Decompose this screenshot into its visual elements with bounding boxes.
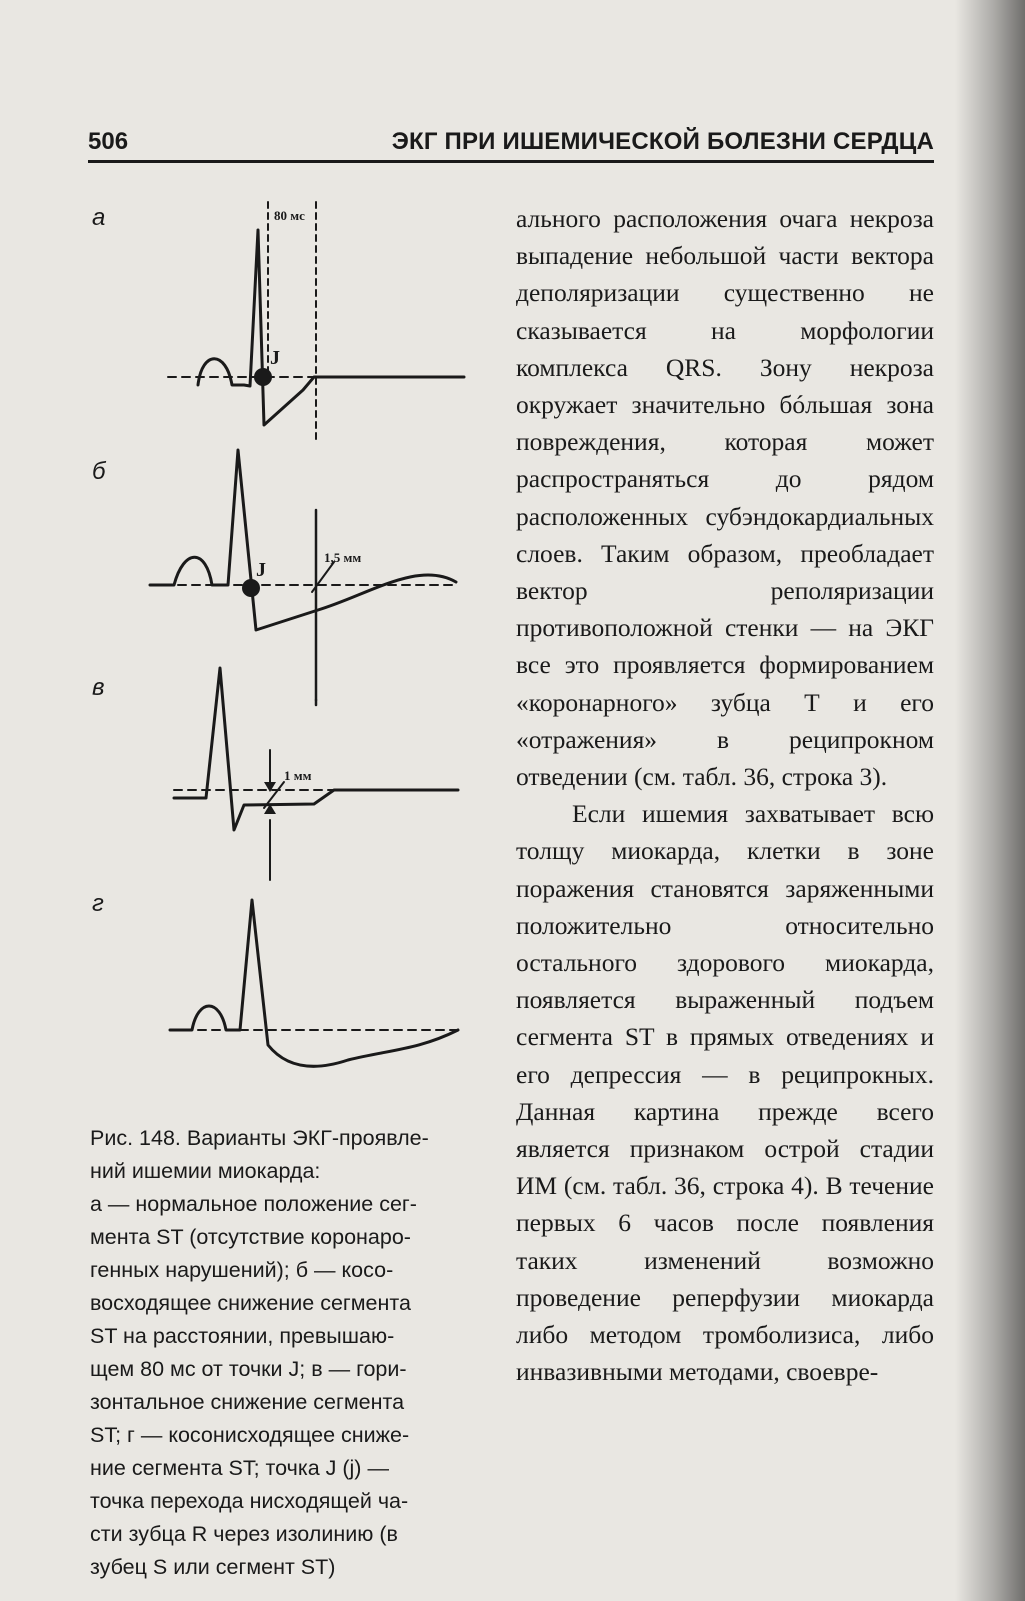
j-point-marker-b <box>242 579 260 597</box>
caption-line: ний ишемии миокарда: <box>90 1159 321 1183</box>
label-j-b: J <box>256 559 266 581</box>
panel-letter-v: в <box>92 674 105 701</box>
caption-line: сти зубца R через изолинию (в <box>90 1522 398 1546</box>
caption-line: зубец S или сегмент ST) <box>90 1555 336 1579</box>
caption-line: ние сегмента ST; точка J (j) — <box>90 1456 389 1480</box>
running-title: ЭКГ ПРИ ИШЕМИЧЕСКОЙ БОЛЕЗНИ СЕРДЦА <box>391 128 934 155</box>
panel-letter-a: а <box>92 204 106 231</box>
caption-line: мента ST (отсутствие коронаро- <box>90 1225 411 1249</box>
panel-b-trace <box>150 450 456 705</box>
caption-line: восходящее снижение сегмента <box>90 1291 411 1315</box>
caption-line: ST на расстоянии, превышаю- <box>90 1324 395 1348</box>
caption-line: Рис. 148. Варианты ЭКГ-проявле- <box>90 1126 429 1150</box>
j-point-marker-a <box>254 368 272 386</box>
caption-line: щем 80 мс от точки J; в — гори- <box>90 1357 407 1381</box>
body-paragraph-1: ального расположения очага некроза выпадение небольшой части вектора деполяризации существенно не сказывается на морфологии комплекса QRS. Зону некроза окружает значительно бóльшая зона повреждения, которая может распространяться до рядом расположенных субэндокардиальных слоев. Таким образом, преобладает вектор реполяризации противоположной стенки — на ЭКГ все это проявляется формированием «коронарного» зубца Т и его «отражения» в реципрокном отведении (см. табл. 36, строка 3). <box>516 204 934 792</box>
label-1-5mm: 1,5 мм <box>324 550 362 565</box>
panel-a-trace <box>168 202 464 440</box>
caption-line: зонтальное снижение сегмента <box>90 1390 405 1414</box>
ecg-figure <box>88 190 508 1110</box>
caption-line: а — нормальное положение сег- <box>90 1192 417 1216</box>
page-edge-shadow <box>955 0 1025 1601</box>
panel-letter-g: г <box>92 890 104 917</box>
body-paragraph-2: Если ишемия захватывает всю толщу миокарда, клетки в зоне поражения становятся заряженными положительно относительно остального здорового миокарда, появляется выраженный подъем сегмента ST в прямых отведениях и его депрессия — в реципрокных. Данная картина прежде всего является признаком острой стадии ИМ (см. табл. 36, строка 4). В течение первых 6 часов после появления таких изменений возможно проведение реперфузии миокарда либо методом тромболизиса, либо инвазивными методами, своевре- <box>516 799 934 1387</box>
page-number: 506 <box>88 128 129 155</box>
caption-line: точка перехода нисходящей ча- <box>90 1489 409 1513</box>
label-j-a: J <box>270 347 280 369</box>
ecg-traces-svg <box>88 190 508 1110</box>
panel-g-trace <box>170 900 458 1066</box>
caption-line: генных нарушений); б — косо- <box>90 1258 394 1282</box>
panel-letter-b: б <box>92 458 106 485</box>
caption-line: ST; г — косонисходящее сниже- <box>90 1423 410 1447</box>
running-header <box>88 128 934 163</box>
figure-caption <box>90 1122 510 1584</box>
label-80ms: 80 мс <box>274 208 305 223</box>
label-1mm: 1 мм <box>284 768 312 783</box>
body-text-column <box>516 200 934 1391</box>
